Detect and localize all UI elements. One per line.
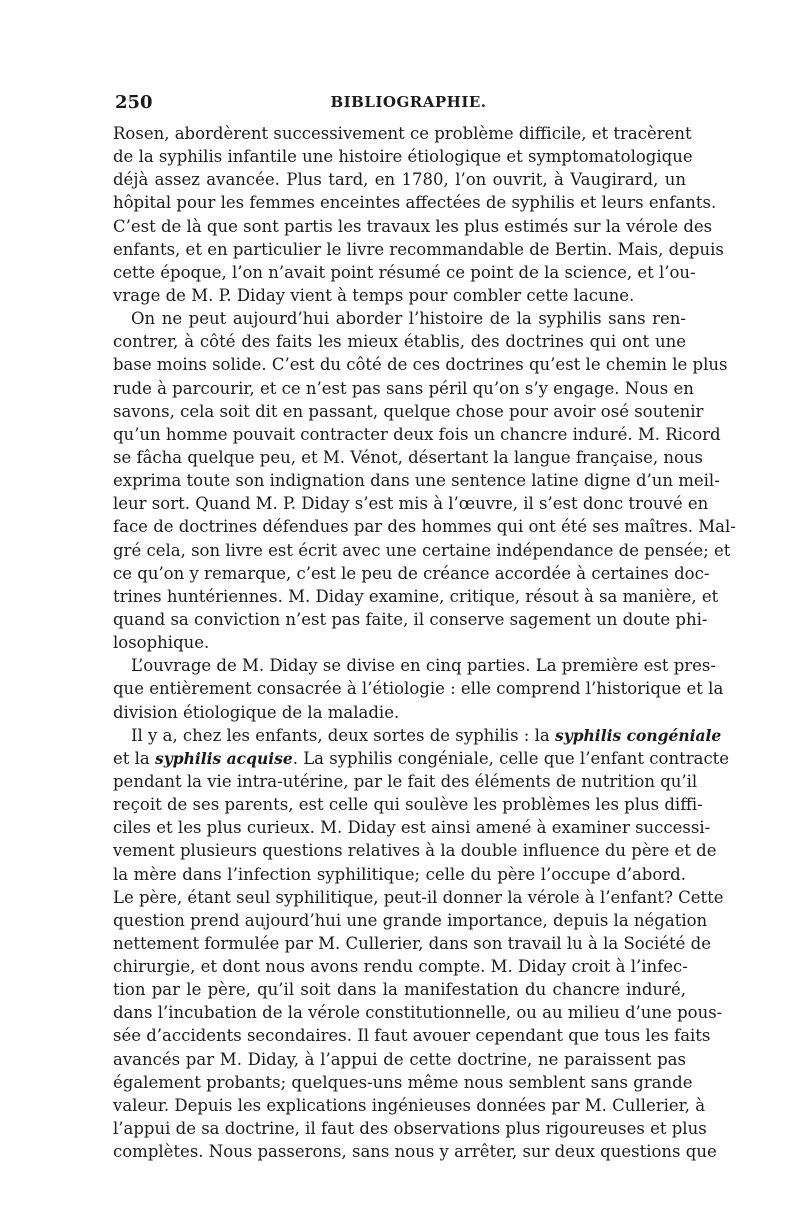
paragraph-start-line [113,724,722,747]
text-line: base moins solide. C’est du côté de ces doctrines qu’est le chemin le plus [113,355,728,375]
line-text: . La syphilis congéniale, celle que l’enfant contracte [292,748,730,768]
text-line: complètes. Nous passerons, sans nous y arrêter, sur deux questions que [113,1142,717,1162]
text-line: savons, cela soit dit en passant, quelque chose pour avoir osé soutenir [113,401,704,421]
text-line: la mère dans l’infection syphilitique; celle du père l’occupe d’abord. [113,864,686,884]
line-text: et la [113,748,155,768]
text-line: également probants; quelques-uns même nous semblent sans grande [113,1072,693,1092]
text-line: enfants, et en particulier le livre recommandable de Bertin. Mais, depuis [113,239,724,259]
text-line: Rosen, abordèrent successivement ce problème difficile, et tracèrent [113,124,692,143]
text-line: que entièrement consacrée à l’étiologie : elle comprend l’historique et la [113,679,724,699]
text-line: se fâcha quelque peu, et M. Vénot, désertant la langue française, nous [113,447,704,467]
page-number: 250 [115,92,153,113]
text-line: trines huntériennes. M. Diday examine, critique, résout à sa manière, et [113,586,719,606]
text-line: face de doctrines défendues par des hommes qui ont été ses maîtres. Mal- [113,517,736,537]
text-line: leur sort. Quand M. P. Diday s’est mis à l’œuvre, il s’est donc trouvé en [113,494,709,514]
text-line: avancés par M. Diday, à l’appui de cette doctrine, ne paraissent pas [113,1049,686,1069]
text-line: sée d’accidents secondaires. Il faut avouer cependant que tous les faits [113,1026,711,1046]
text-line: valeur. Depuis les explications ingénieuses données par M. Cullerier, à [113,1095,706,1115]
text-line: question prend aujourd’hui une grande importance, depuis la négation [113,910,708,930]
text-line: pendant la vie intra-utérine, par le fait des éléments de nutrition qu’il [113,771,698,791]
text-line: ce qu’on y remarque, c’est le peu de créance accordée à certaines doc- [113,563,710,583]
text-line: rude à parcourir, et ce n’est pas sans péril qu’on s’y engage. Nous en [113,378,694,398]
text-line [113,747,730,770]
text-line: l’appui de sa doctrine, il faut des observations plus rigoureuses et plus [113,1119,707,1139]
text-line: losophique. [113,633,210,653]
line-text: Il y a, chez les enfants, deux sortes de syphilis : la [131,725,555,745]
text-line: cette époque, l’on n’avait point résumé ce point de la science, et l’ou- [113,262,696,282]
paragraph-start-line: On ne peut aujourd’hui aborder l’histoire de la syphilis sans ren- [131,309,686,329]
running-title: BIBLIOGRAPHIE. [330,93,487,111]
term-syphilis-congeniale: syphilis congéniale [554,725,722,745]
text-line: gré cela, son livre est écrit avec une certaine indépendance de pensée; et [113,540,731,560]
text-line: nettement formulée par M. Cullerier, dans son travail lu à la Société de [113,933,711,953]
text-line: C’est de là que sont partis les travaux les plus estimés sur la vérole des [113,216,713,236]
text-line: ciles et les plus curieux. M. Diday est ainsi amené à examiner successi- [113,818,711,838]
text-line: qu’un homme pouvait contracter deux fois un chancre induré. M. Ricord [113,424,721,444]
text-line: quand sa conviction n’est pas faite, il conserve sagement un doute phi- [113,609,708,629]
text-line: déjà assez avancée. Plus tard, en 1780, l’on ouvrit, à Vaugirard, un [113,170,686,190]
text-line: de la syphilis infantile une histoire étiologique et symptomatologique [113,147,693,167]
text-line: Le père, étant seul syphilitique, peut-il donner la vérole à l’enfant? Cette [113,887,724,907]
text-line: contrer, à côté des faits les mieux établis, des doctrines qui ont une [113,332,686,352]
text-line: reçoit de ses parents, est celle qui soulève les problèmes les plus diffi- [113,795,703,815]
text-line: hôpital pour les femmes enceintes affectées de syphilis et leurs enfants. [113,193,717,213]
text-line: vrage de M. P. Diday vient à temps pour combler cette lacune. [113,285,635,305]
term-syphilis-acquise: syphilis acquise [155,748,293,768]
text-line: exprima toute son indignation dans une sentence latine digne d’un meil- [113,471,720,491]
paragraph-start-line: L’ouvrage de M. Diday se divise en cinq parties. La première est pres- [131,656,716,676]
page-header [113,92,686,122]
text-line: vement plusieurs questions relatives à la double influence du père et de [113,841,717,861]
text-line: chirurgie, et dont nous avons rendu compte. M. Diday croit à l’infec- [113,957,688,977]
text-line: dans l’incubation de la vérole constitutionnelle, ou au milieu d’une pous- [113,1003,723,1023]
text-line: tion par le père, qu’il soit dans la manifestation du chancre induré, [113,980,686,1000]
text-line: division étiologique de la maladie. [113,702,400,722]
book-page [113,92,736,1163]
body-text [113,122,736,1163]
